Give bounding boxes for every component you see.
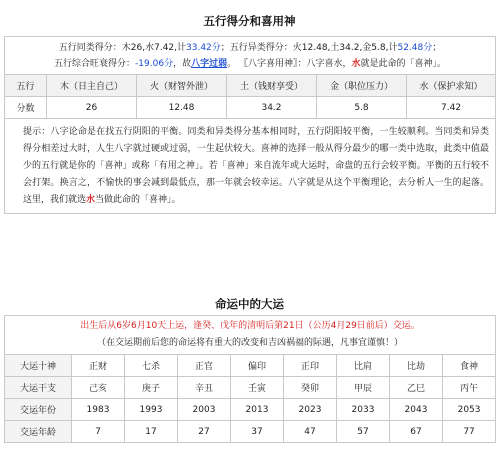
dayun-cell: 比肩 — [337, 355, 390, 377]
dayun-cell: 偏印 — [231, 355, 284, 377]
dayun-cell: 壬寅 — [231, 377, 284, 399]
dayun-cell: 2043 — [390, 399, 443, 421]
dayun-cell: 庚子 — [125, 377, 178, 399]
overall-score: -19.06分 — [135, 59, 174, 69]
row-label: 大运十神 — [5, 355, 72, 377]
dayun-table — [4, 315, 496, 443]
section-title-wuxing: 五行得分和喜用神 — [203, 14, 296, 28]
dayun-cell: 2023 — [284, 399, 337, 421]
verdict-link[interactable]: 八字过弱 — [191, 59, 228, 69]
dayun-cell: 1983 — [72, 399, 125, 421]
dayun-cell: 17 — [125, 421, 178, 443]
dayun-info — [5, 316, 496, 355]
dayun-cell: 丙午 — [443, 377, 496, 399]
row-label: 大运干支 — [5, 377, 72, 399]
wuxing-score-row — [5, 97, 496, 119]
dayun-cell: 七杀 — [125, 355, 178, 377]
dayun-cell: 77 — [443, 421, 496, 443]
row-label: 交运年龄 — [5, 421, 72, 443]
dayun-cell: 2033 — [337, 399, 390, 421]
dayun-cell: 辛丑 — [178, 377, 231, 399]
wuxing-table — [4, 36, 496, 214]
score-cell: 34.2 — [227, 97, 317, 119]
dayun-cell: 正财 — [72, 355, 125, 377]
summary-line-2: 五行综合旺衰得分：-19.06分，故八字过弱。 〖八字喜用神〗：八字喜水，水就是此命的「喜神」。 — [54, 59, 447, 69]
dayun-cell: 2053 — [443, 399, 496, 421]
caution-info: （在交运期前后您的命运将有重大的改变和吉凶祸福的际遇，凡事宜谨慎！） — [97, 338, 404, 348]
score-cell: 7.42 — [407, 97, 496, 119]
header-cell: 木（日主自己） — [47, 75, 137, 97]
dayun-row-ganzhi — [5, 377, 496, 399]
tip-note: 提示：八字论命是在找五行阴阳的平衡。同类和异类得分基本相同时，五行阴阳较平衡，一生较顺利。当同类和异类得分相差过大时，人生八字就过硬或过弱，一生起伏较大。喜神的选择一般从得分最少的哪一类中选取，此类中值最少的五行就是你的「喜神」或称「有用之神」。若「喜神」来自流年或大运时，命盘的五行会较平衡。平衡的五行较不会打架。换言之，不愉快的事会减到最低点，那一年就会较幸运。八字就是从这个平衡理论，去分析人一生的起落。这里，我们就选水当做此命的「喜神」。 — [5, 119, 496, 214]
dayun-row-shishen — [5, 355, 496, 377]
start-luck-info: 出生后从6岁6月10天上运，逢癸、戊年的清明后第21日（公历4月29日前后）交运。 — [80, 321, 420, 331]
dayun-cell: 2013 — [231, 399, 284, 421]
dayun-cell: 37 — [231, 421, 284, 443]
header-cell: 五行 — [5, 75, 47, 97]
dayun-cell: 47 — [284, 421, 337, 443]
score-cell: 26 — [47, 97, 137, 119]
dayun-cell: 2003 — [178, 399, 231, 421]
dayun-cell: 乙巳 — [390, 377, 443, 399]
dayun-cell: 7 — [72, 421, 125, 443]
dayun-cell: 比劫 — [390, 355, 443, 377]
dayun-row-age — [5, 421, 496, 443]
dayun-cell: 57 — [337, 421, 390, 443]
same-class-total: 33.42分 — [186, 43, 221, 53]
section-title-dayun: 命运中的大运 — [215, 297, 284, 311]
dayun-cell: 1993 — [125, 399, 178, 421]
dayun-cell: 己亥 — [72, 377, 125, 399]
dayun-cell: 甲辰 — [337, 377, 390, 399]
summary-line-1: 五行同类得分：木26,水7.42,计33.42分；五行异类得分：火12.48,土34.2,金5.8,计52.48分； — [58, 43, 442, 53]
dayun-cell: 67 — [390, 421, 443, 443]
dayun-cell: 食神 — [443, 355, 496, 377]
dayun-cell: 正官 — [178, 355, 231, 377]
diff-class-total: 52.48分 — [397, 43, 433, 53]
score-summary — [5, 37, 496, 75]
header-cell: 土（钱财享受） — [227, 75, 317, 97]
header-cell: 火（财智外泄） — [137, 75, 227, 97]
score-cell: 5.8 — [317, 97, 407, 119]
favorable-element: 水 — [351, 59, 361, 69]
row-label: 交运年份 — [5, 399, 72, 421]
dayun-cell: 正印 — [284, 355, 337, 377]
dayun-row-year — [5, 399, 496, 421]
score-cell: 分数 — [5, 97, 47, 119]
header-cell: 水（保护求知） — [407, 75, 496, 97]
dayun-cell: 27 — [178, 421, 231, 443]
favorable-element-note: 水 — [86, 195, 96, 205]
dayun-cell: 癸卯 — [284, 377, 337, 399]
score-cell: 12.48 — [137, 97, 227, 119]
header-cell: 金（职位压力） — [317, 75, 407, 97]
wuxing-header-row — [5, 75, 496, 97]
